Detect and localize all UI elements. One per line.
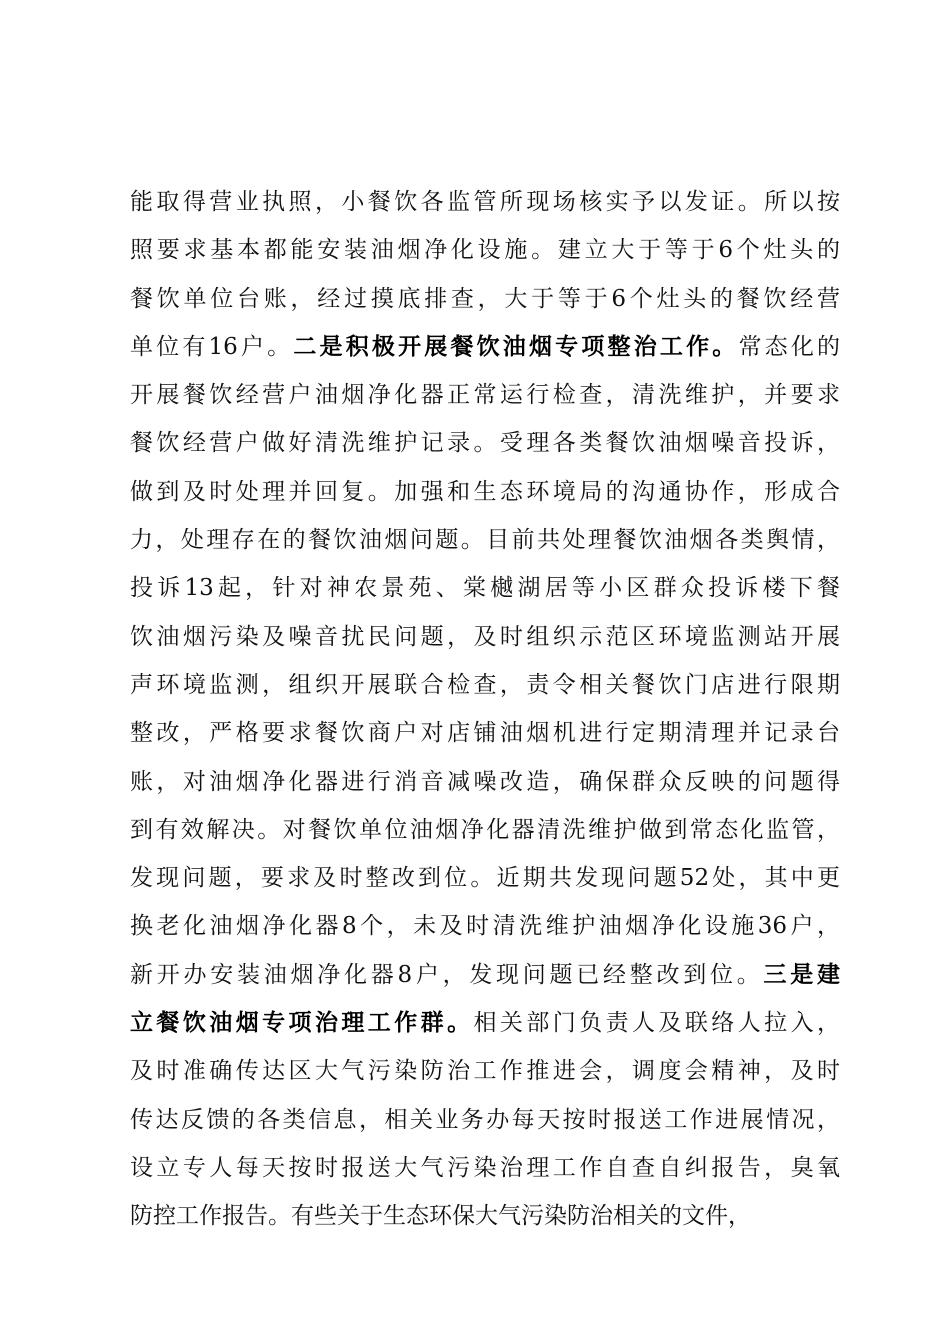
document-body: [130, 178, 840, 1241]
text-line: [130, 371, 840, 419]
text-line: [130, 419, 840, 467]
text-segment: 声环境监测，组织开展联合检查，责令相关餐饮门店进行限期: [130, 671, 840, 698]
text-segment: 餐饮经营户做好清洗维护记录。受理各类餐饮油烟噪音投诉，: [130, 430, 840, 457]
text-segment: 能取得营业执照，小餐饮各监管所现场核实予以发证。所以按: [130, 189, 840, 215]
text-line: [130, 1144, 840, 1192]
text-segment: 到有效解决。对餐饮单位油烟净化器清洗维护做到常态化监管，: [130, 816, 840, 843]
text-segment: 传达反馈的各类信息，相关业务办每天按时报送工作进展情况，: [130, 1106, 840, 1133]
text-line: [130, 758, 840, 806]
text-segment: 整改，严格要求餐饮商户对店铺油烟机进行定期清理并记录台: [130, 720, 840, 747]
text-line: [130, 564, 840, 612]
text-line: [130, 661, 840, 709]
text-line: [130, 468, 840, 516]
text-line: [130, 854, 840, 902]
text-segment: 做到及时处理并回复。加强和生态环境局的沟通协作，形成合: [130, 478, 840, 505]
text-segment: 账，对油烟净化器进行消音减噪改造，确保群众反映的问题得: [130, 768, 840, 795]
text-line: [130, 1192, 840, 1240]
text-segment: 换老化油烟净化器8个，未及时清洗维护油烟净化设施36户，: [130, 913, 840, 940]
text-line: [130, 613, 840, 661]
text-line: [130, 323, 840, 371]
text-segment: 相关部门负责人及联络人拉入，: [473, 1010, 841, 1037]
text-line: [130, 178, 840, 226]
text-segment: 力，处理存在的餐饮油烟问题。目前共处理餐饮油烟各类舆情，: [130, 527, 840, 554]
text-segment: 及时准确传达区大气污染防治工作推进会，调度会精神，及时: [130, 1058, 840, 1085]
text-segment: 照要求基本都能安装油烟净化设施。建立大于等于6个灶头的: [130, 237, 840, 264]
text-line: [130, 709, 840, 757]
text-line: [130, 516, 840, 564]
text-segment: 单位有16户。: [130, 333, 294, 360]
text-line: [130, 1096, 840, 1144]
text-line: [130, 806, 840, 854]
text-line: [130, 902, 840, 950]
text-segment: 常态化的: [738, 333, 840, 360]
text-line: [130, 999, 840, 1047]
text-line: [130, 226, 840, 274]
text-segment: 防控工作报告。有些关于生态环保大气污染防治相关的文件，: [130, 1203, 751, 1230]
text-segment: 发现问题，要求及时整改到位。近期共发现问题52处，其中更: [130, 865, 840, 892]
text-segment: 设立专人每天按时报送大气污染治理工作自查自纠报告，臭氧: [130, 1154, 840, 1181]
text-line: [130, 951, 840, 999]
bold-heading-segment: 立餐饮油烟专项治理工作群。: [130, 1010, 474, 1037]
bold-heading-segment: 二是积极开展餐饮油烟专项整治工作。: [293, 333, 739, 360]
text-segment: 投诉13起，针对神农景苑、棠樾湖居等小区群众投诉楼下餐: [130, 575, 840, 602]
text-segment: 新开办安装油烟净化器8户，发现问题已经整改到位。: [130, 961, 764, 988]
bold-heading-segment: 三是建: [763, 961, 841, 988]
text-line: [130, 1047, 840, 1095]
text-line: [130, 275, 840, 323]
text-segment: 开展餐饮经营户油烟净化器正常运行检查，清洗维护，并要求: [130, 382, 840, 409]
text-segment: 餐饮单位台账，经过摸底排查，大于等于6个灶头的餐饮经营: [130, 285, 840, 312]
text-segment: 饮油烟污染及噪音扰民问题，及时组织示范区环境监测站开展: [130, 623, 840, 650]
